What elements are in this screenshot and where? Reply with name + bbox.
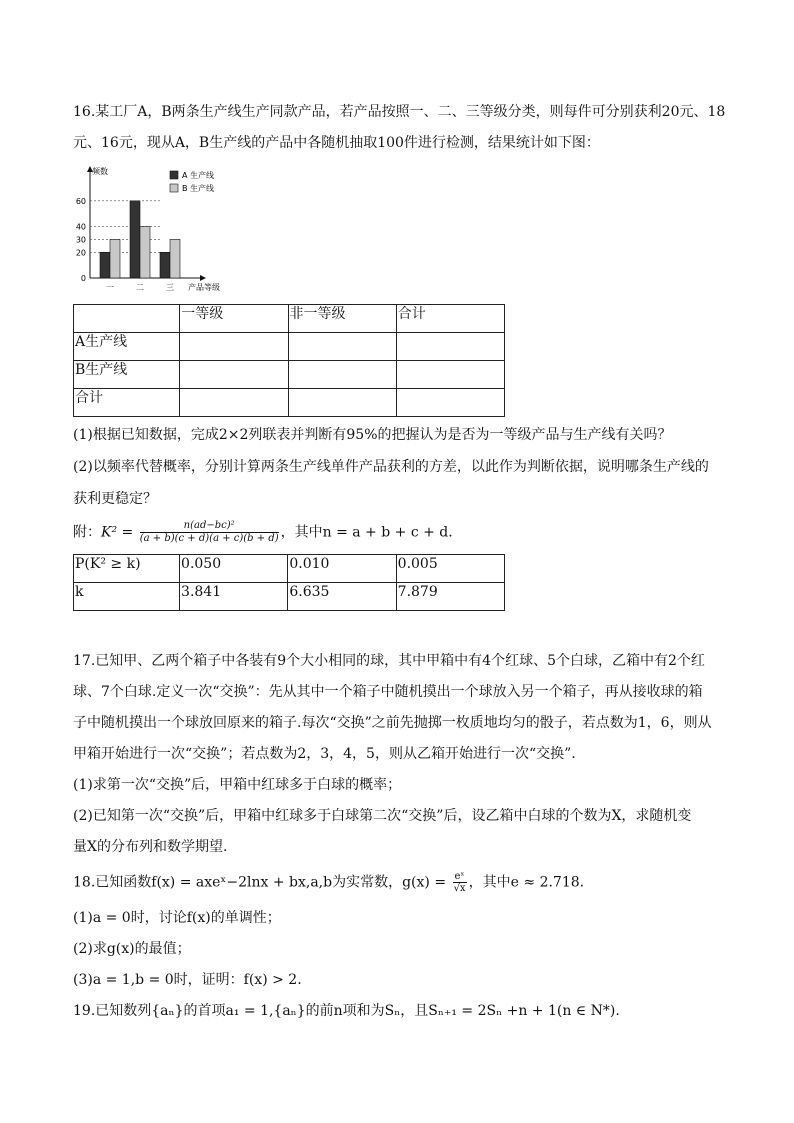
- contingency-cell: B生产线: [74, 361, 180, 389]
- contingency-cell: [396, 361, 504, 389]
- critical-cell: 0.005: [396, 555, 504, 583]
- contingency-cell: 一等级: [180, 305, 288, 333]
- contingency-table: [73, 304, 505, 417]
- legend-label: A 生产线: [182, 171, 215, 180]
- critical-cell: 3.841: [180, 583, 288, 611]
- q18-sub1: (1)a = 0时，讨论f(x)的单调性；: [73, 910, 281, 926]
- bar-b: [170, 239, 180, 278]
- q17-line1: 17.已知甲、乙两个箱子中各装有9个大小相同的球，其中甲箱中有4个红球、5个白球，乙箱中有2个红: [73, 653, 705, 669]
- x-tick-label: 三: [166, 283, 174, 292]
- contingency-cell: [180, 389, 288, 417]
- formula-numerator: n(ad−bc)²: [140, 520, 279, 533]
- critical-cell: 7.879: [396, 583, 504, 611]
- critical-cell: 0.010: [288, 555, 396, 583]
- q18-text-a: 18.已知函数f(x) = axeˣ−2lnx + bx,a,b为实常数，g(x) =: [73, 874, 447, 891]
- bar-a: [130, 201, 140, 278]
- formula-prefix: 附：: [73, 524, 101, 541]
- q16-sub1: (1)根据已知数据，完成2×2列联表并判断有95%的把握认为是否为一等级产品与生产线有关吗？: [73, 427, 672, 443]
- y-tick-label: 40: [75, 222, 86, 232]
- x-tick-label: 一: [106, 283, 114, 292]
- q16-line1: 16.某工厂A，B两条生产线生产同款产品，若产品按照一、二、三等级分类，则每件可分别获利20元、18: [73, 104, 726, 120]
- q18-line1: [73, 871, 584, 899]
- legend-label: B 生产线: [182, 184, 215, 193]
- contingency-cell: [74, 305, 180, 333]
- bar-a: [100, 252, 110, 278]
- y-axis-label: 频数: [92, 167, 108, 176]
- contingency-cell: 合计: [396, 305, 504, 333]
- critical-cell: k: [74, 583, 180, 611]
- y-tick-label: 20: [75, 248, 86, 258]
- contingency-cell: A生产线: [74, 333, 180, 361]
- contingency-cell: [288, 389, 396, 417]
- contingency-row: [74, 333, 505, 361]
- contingency-row: [74, 389, 505, 417]
- q17-sub1: (1)求第一次“交换”后，甲箱中红球多于白球的概率；: [73, 777, 402, 793]
- g-numerator: eˣ: [454, 871, 465, 882]
- grade-frequency-bar-chart: [70, 162, 240, 292]
- q17-sub2-line2: 量X的分布列和数学期望.: [73, 839, 228, 855]
- contingency-cell: [180, 361, 288, 389]
- contingency-row: [74, 361, 505, 389]
- x-axis-label: 产品等级: [188, 283, 220, 292]
- x-tick-label: 二: [136, 283, 144, 292]
- y-tick-label: 0: [80, 274, 86, 283]
- critical-value-table: [73, 554, 505, 611]
- y-tick-label: 30: [75, 235, 86, 245]
- legend-swatch: [170, 184, 178, 192]
- contingency-cell: [288, 361, 396, 389]
- formula-lhs: K² =: [101, 524, 134, 541]
- q16-sub2-line1: (2)以频率代替概率，分别计算两条生产线单件产品获利的方差，以此作为判断依据，说明哪条生产线的: [73, 459, 709, 475]
- formula-denominator: (a + b)(c + d)(a + c)(b + d): [139, 533, 279, 544]
- legend-swatch: [170, 171, 178, 179]
- contingency-cell: 非一等级: [288, 305, 396, 333]
- k2-formula: [73, 520, 453, 550]
- q18-text-b: ，其中e ≈ 2.718.: [468, 874, 585, 891]
- q16-line2: 元、16元，现从A，B生产线的产品中各随机抽取100件进行检测，结果统计如下图：: [73, 135, 600, 151]
- critical-row: [74, 583, 505, 611]
- y-tick-label: 60: [75, 196, 86, 206]
- q16-sub2-line2: 获利更稳定？: [73, 491, 157, 507]
- bar-b: [140, 227, 150, 278]
- contingency-cell: [180, 333, 288, 361]
- contingency-cell: [396, 389, 504, 417]
- contingency-row: [74, 305, 505, 333]
- critical-row: [74, 555, 505, 583]
- critical-cell: 6.635: [288, 583, 396, 611]
- critical-cell: 0.050: [180, 555, 288, 583]
- g-denominator: √x: [453, 883, 466, 894]
- q19-line1: 19.已知数列{aₙ}的首项a₁ = 1,{aₙ}的前n项和为Sₙ，且Sₙ₊₁ = 2Sₙ +n + 1(n ∈ N*).: [73, 1003, 620, 1019]
- q17-line3: 子中随机摸出一个球放回原来的箱子.每次“交换”之前先抛掷一枚质地均匀的骰子，若点数为1，6，则从: [73, 715, 712, 731]
- q18-sub2: (2)求g(x)的最值；: [73, 941, 191, 957]
- contingency-cell: [288, 333, 396, 361]
- q18-sub3: (3)a = 1,b = 0时，证明：f(x) > 2.: [73, 972, 302, 988]
- q17-line4: 甲箱开始进行一次“交换”；若点数为2，3，4，5，则从乙箱开始进行一次“交换”.: [73, 746, 576, 762]
- x-axis-arrow: [200, 275, 206, 281]
- bar-a: [160, 252, 170, 278]
- formula-suffix: ，其中n = a + b + c + d.: [280, 524, 453, 541]
- contingency-cell: [396, 333, 504, 361]
- critical-cell: P(K² ≥ k): [74, 555, 180, 583]
- q17-sub2-line1: (2)已知第一次“交换”后，甲箱中红球多于白球第二次“交换”后，设乙箱中白球的个数为X，求随机变: [73, 808, 692, 824]
- q17-line2: 球、7个白球.定义一次“交换”：先从其中一个箱子中随机摸出一个球放入另一个箱子，再从接收球的箱: [73, 684, 703, 700]
- bar-b: [110, 239, 120, 278]
- contingency-cell: 合计: [74, 389, 180, 417]
